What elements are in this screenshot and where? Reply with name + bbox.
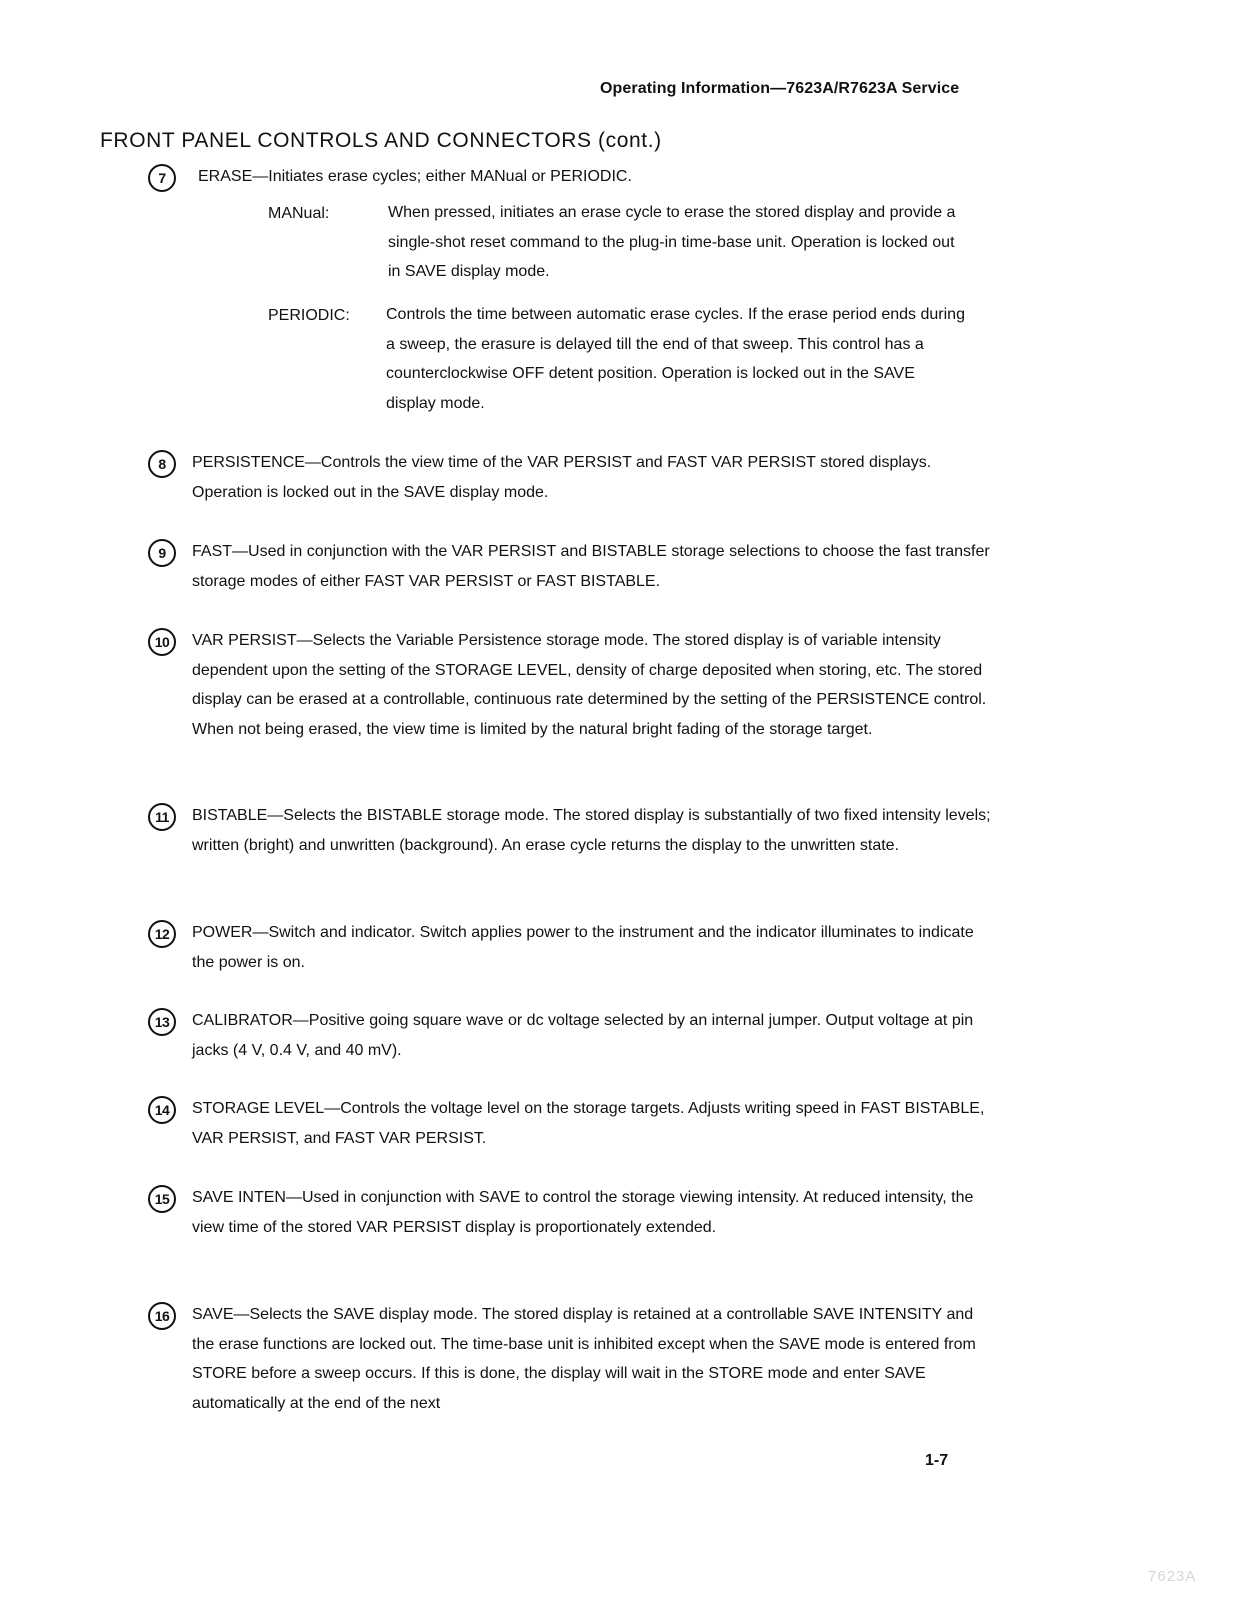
- item-number-badge: 7: [148, 164, 176, 192]
- item-description: PERSISTENCE—Controls the view time of the VAR PERSIST and FAST VAR PERSIST stored displays. Operation is locked out in the SAVE display mode.: [192, 454, 932, 501]
- item-number-badge: 11: [148, 803, 176, 831]
- item-number-badge: 15: [148, 1185, 176, 1213]
- item-description: VAR PERSIST—Selects the Variable Persistence storage mode. The stored display is of variable intensity dependent upon the setting of the STORAGE LEVEL, density of charge deposited when storing, etc. The stored display can be erased at a controllable, continuous rate determined by the setting of the PERSISTENCE control. When not being erased, the view time is limited by the natural bright fading of the storage target.: [192, 632, 987, 738]
- subitem-label-manual: MANual:: [268, 205, 330, 222]
- item-number-badge: 8: [148, 450, 176, 478]
- subitem-text-manual: When pressed, initiates an erase cycle to erase the stored display and provide a single-shot reset command to the plug-in time-base unit. Operation is locked out in SAVE display mode.: [388, 204, 956, 280]
- item-description: STORAGE LEVEL—Controls the voltage level on the storage targets. Adjusts writing speed in FAST BISTABLE, VAR PERSIST, and FAST VAR PERSIST.: [192, 1100, 985, 1147]
- item-description: SAVE INTEN—Used in conjunction with SAVE to control the storage viewing intensity. At reduced intensity, the view time of the stored VAR PERSIST display is proportionately extended.: [192, 1189, 974, 1236]
- running-header: Operating Information—7623A/R7623A Service: [600, 80, 960, 97]
- item-description: CALIBRATOR—Positive going square wave or dc voltage selected by an internal jumper. Output voltage at pin jacks (4 V, 0.4 V, and 40 mV).: [192, 1012, 974, 1059]
- item-description: FAST—Used in conjunction with the VAR PERSIST and BISTABLE storage selections to choose the fast transfer storage modes of either FAST VAR PERSIST or FAST BISTABLE.: [192, 543, 990, 590]
- item-number-badge: 13: [148, 1008, 176, 1036]
- section-title: FRONT PANEL CONTROLS AND CONNECTORS (cont.): [100, 129, 662, 152]
- subitem-label-periodic: PERIODIC:: [268, 307, 350, 324]
- item-description: POWER—Switch and indicator. Switch applies power to the instrument and the indicator illuminates to indicate the power is on.: [192, 924, 974, 971]
- subitem-text-periodic: Controls the time between automatic erase cycles. If the erase period ends during a sweep, the erasure is delayed till the end of that sweep. This control has a counterclockwise OFF detent position. Operation is locked out in the SAVE display mode.: [386, 306, 965, 412]
- item-description: BISTABLE—Selects the BISTABLE storage mode. The stored display is substantially of two fixed intensity levels; written (bright) and unwritten (background). An erase cycle returns the display to the unwritten state.: [192, 807, 991, 854]
- corner-watermark: 7623A: [1148, 1568, 1197, 1585]
- page-number: 1-7: [925, 1452, 949, 1469]
- item-number-badge: 12: [148, 920, 176, 948]
- item-number-badge: 16: [148, 1302, 176, 1330]
- item-number-badge: 10: [148, 628, 176, 656]
- item-description: ERASE—Initiates erase cycles; either MANual or PERIODIC.: [198, 168, 632, 185]
- item-description: SAVE—Selects the SAVE display mode. The stored display is retained at a controllable SAVE INTENSITY and the erase functions are locked out. The time-base unit is inhibited except when the SAVE mode is entered from STORE before a sweep occurs. If this is done, the display will wait in the STORE mode and enter SAVE automatically at the end of the next: [192, 1306, 976, 1412]
- item-number-badge: 14: [148, 1096, 176, 1124]
- item-number-badge: 9: [148, 539, 176, 567]
